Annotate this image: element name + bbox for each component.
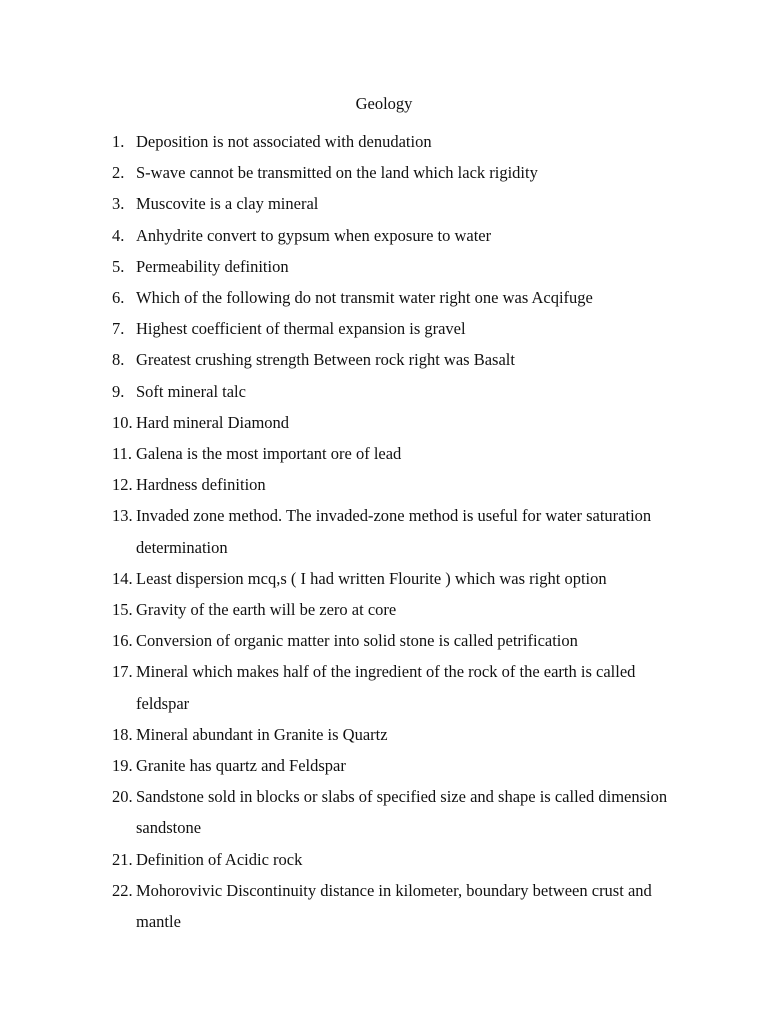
item-text: Permeability definition (136, 256, 289, 276)
list-item (112, 188, 692, 219)
question-list (112, 126, 692, 937)
list-item (112, 625, 692, 656)
list-item (112, 781, 692, 843)
item-text: S-wave cannot be transmitted on the land which lack rigidity (136, 163, 538, 183)
item-text: Hard mineral Diamond (136, 412, 290, 432)
item-text: Definition of Acidic rock (136, 849, 303, 869)
list-item (112, 844, 692, 875)
list-item (112, 220, 692, 251)
list-item (112, 157, 692, 188)
item-text: Muscovite is a clay mineral (136, 194, 319, 214)
item-text: Which of the following do not transmit water right one was Acqifuge (136, 288, 593, 308)
item-number: 22. (112, 880, 133, 900)
list-item (112, 407, 692, 438)
item-number: 12. (112, 475, 133, 495)
item-text: Anhydrite convert to gypsum when exposure to water (136, 225, 492, 245)
list-item (112, 469, 692, 500)
item-text: Galena is the most important ore of lead (136, 444, 402, 464)
item-number: 8. (112, 350, 125, 370)
item-number: 14. (112, 568, 133, 588)
item-text: Conversion of organic matter into solid stone is called petrification (136, 631, 578, 651)
list-item (112, 500, 692, 562)
item-number: 20. (112, 787, 133, 807)
item-text: Mineral which makes half of the ingredient of the rock of the earth is called feldspar (136, 662, 636, 713)
list-item (112, 438, 692, 469)
item-text: Greatest crushing strength Between rock right was Basalt (136, 350, 515, 370)
item-number: 1. (112, 132, 125, 151)
item-number: 13. (112, 506, 133, 526)
item-number: 7. (112, 319, 125, 339)
item-text: Soft mineral talc (136, 381, 246, 401)
item-text: Mohorovivic Discontinuity distance in kilometer, boundary between crust and mantle (136, 880, 652, 932)
list-item (112, 313, 692, 344)
list-item (112, 563, 692, 594)
list-item (112, 719, 692, 750)
list-item (112, 251, 692, 282)
item-text: Mineral abundant in Granite is Quartz (136, 724, 388, 744)
item-number: 5. (112, 256, 125, 276)
list-item (112, 594, 692, 625)
item-number: 3. (112, 194, 125, 214)
item-number: 4. (112, 225, 125, 245)
item-text: Least dispersion mcq,s ( I had written Flourite ) which was right option (136, 568, 607, 588)
item-number: 18. (112, 724, 133, 744)
item-number: 21. (112, 849, 133, 869)
item-text: Hardness definition (136, 475, 266, 495)
item-number: 17. (112, 662, 133, 682)
item-number: 6. (112, 288, 125, 308)
item-number: 9. (112, 381, 125, 401)
item-text: Granite has quartz and Feldspar (136, 756, 346, 776)
list-item (112, 656, 692, 718)
list-item (112, 750, 692, 781)
item-text: Invaded zone method. The invaded-zone method is useful for water saturation determination (136, 506, 652, 557)
list-item (112, 376, 692, 407)
list-item (112, 344, 692, 375)
list-item (112, 126, 692, 157)
item-text: Highest coefficient of thermal expansion is gravel (136, 319, 466, 339)
item-number: 10. (112, 412, 133, 432)
list-item (112, 282, 692, 313)
page-title: Geology (355, 94, 413, 113)
item-number: 11. (112, 444, 133, 464)
item-number: 2. (112, 163, 125, 183)
item-text: Deposition is not associated with denudation (136, 132, 432, 151)
item-number: 15. (112, 600, 133, 620)
item-number: 16. (112, 631, 133, 651)
item-number: 19. (112, 756, 133, 776)
item-text: Sandstone sold in blocks or slabs of specified size and shape is called dimension sandstone (136, 787, 668, 838)
list-item (112, 875, 692, 937)
item-text: Gravity of the earth will be zero at core (136, 600, 397, 620)
